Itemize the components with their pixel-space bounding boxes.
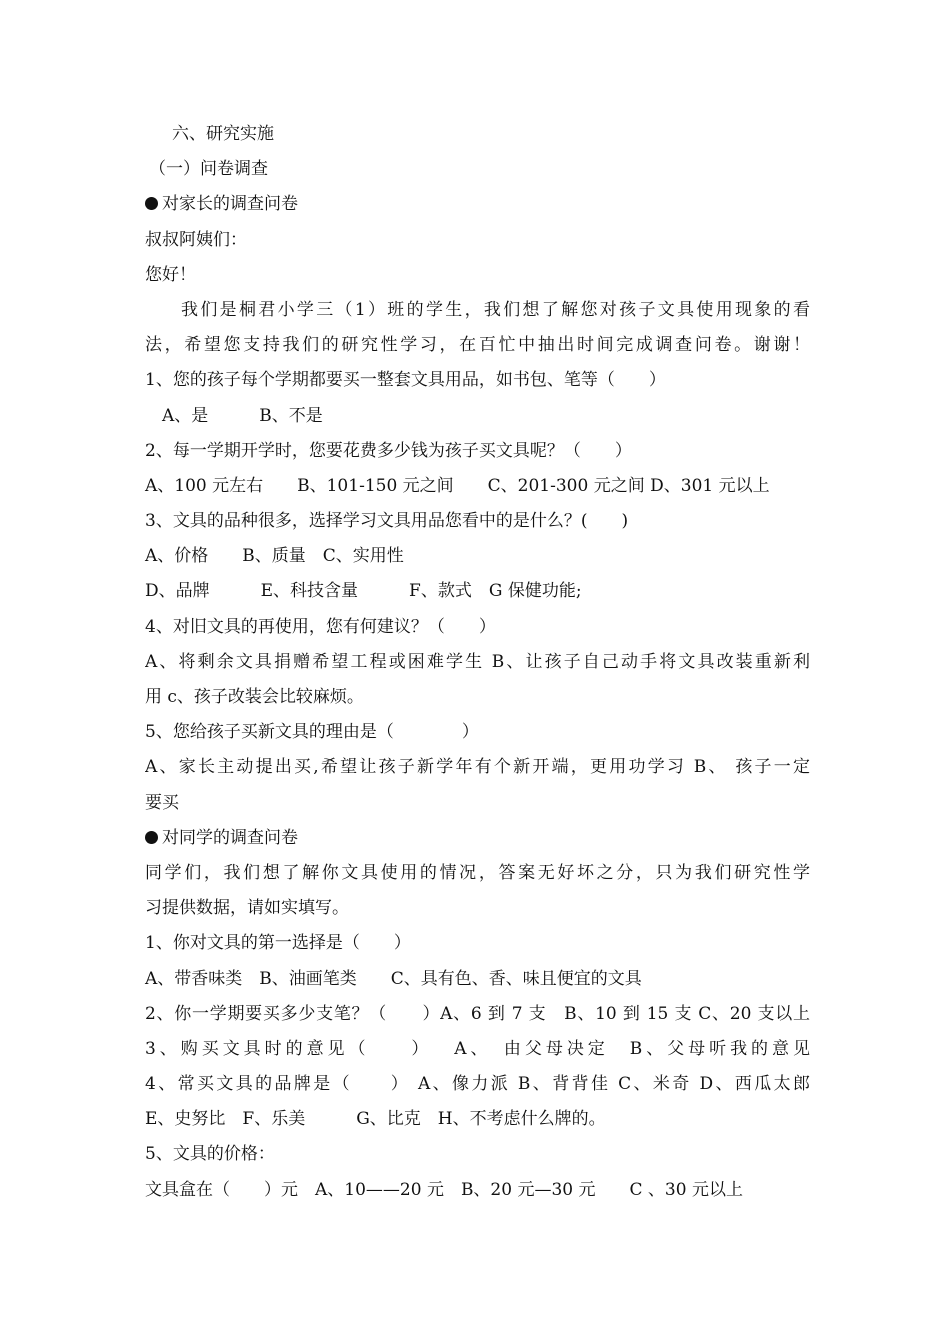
parent-question-5: 5、您给孩子买新文具的理由是（ ） — [145, 722, 479, 743]
parent-question-2: 2、每一学期开学时，您要花费多少钱为孩子买文具呢？（ ） — [145, 440, 632, 461]
parent-hello: 您好！ — [145, 264, 196, 285]
parent-question-1: 1、您的孩子每个学期都要买一整套文具用品，如书包、笔等（ ） — [145, 370, 666, 391]
parent-question-3-options-2: D、品牌 E、科技含量 F、款式 G 保健功能; — [145, 581, 582, 602]
parent-question-4-options-1: A、将剩余文具捐赠希望工程或困难学生 B、让孩子自己动手将文具改装重新利 — [145, 651, 810, 672]
parent-intro-line-2: 法，希望您支持我们的研究性学习，在百忙中抽出时间完成调查问卷。谢谢！ — [145, 335, 810, 356]
student-question-1: 1、你对文具的第一选择是（ ） — [145, 933, 411, 954]
student-question-1-options: A、带香味类 B、油画笔类 C、具有色、香、味且便宜的文具 — [145, 968, 642, 989]
parent-intro-line-1: 我们是桐君小学三（1）班的学生，我们想了解您对孩子文具使用现象的看 — [181, 299, 810, 320]
parent-survey-title-text: 对家长的调查问卷 — [162, 194, 298, 215]
student-question-3: 3、购买文具时的意见（ ） A、 由父母决定 B、父母听我的意见 — [145, 1038, 810, 1059]
student-intro-line-1: 同学们，我们想了解你文具使用的情况，答案无好坏之分，只为我们研究性学 — [145, 862, 810, 883]
parent-question-5-options-2: 要买 — [145, 792, 179, 813]
parent-question-2-options: A、100 元左右 B、101-150 元之间 C、201-300 元之间 D、301 元以上 — [145, 475, 770, 496]
parent-survey-title — [145, 187, 810, 222]
student-question-5: 5、文具的价格： — [145, 1144, 275, 1165]
parent-greeting: 叔叔阿姨们： — [145, 229, 247, 250]
document-body — [145, 117, 810, 1208]
parent-question-3: 3、文具的品种很多，选择学习文具用品您看中的是什么？( ) — [145, 511, 629, 532]
student-question-4: 4、常买文具的品牌是（ ） A、像力派 B、背背佳 C、米奇 D、西瓜太郎 — [145, 1074, 810, 1095]
parent-question-4: 4、对旧文具的再使用，您有何建议？（ ） — [145, 616, 496, 637]
parent-question-3-options-1: A、价格 B、质量 C、实用性 — [145, 546, 404, 567]
student-intro-line-2: 习提供数据，请如实填写。 — [145, 898, 349, 919]
parent-question-4-options-2: 用 c、孩子改装会比较麻烦。 — [145, 687, 364, 707]
student-question-2: 2、你一学期要买多少支笔？（ ）A、6 到 7 支 B、10 到 15 支 C、20 支以上 — [145, 1003, 810, 1024]
student-question-5-options: 文具盒在（ ）元 A、10——20 元 B、20 元—30 元 C 、30 元以上 — [145, 1179, 743, 1200]
student-question-4-options-2: E、史努比 F、乐美 G、比克 H、不考虑什么牌的。 — [145, 1109, 606, 1130]
student-survey-title-text: 对同学的调查问卷 — [162, 827, 298, 848]
bullet-icon — [145, 197, 158, 210]
bullet-icon — [145, 831, 158, 844]
section-heading: 六、研究实施 — [172, 124, 274, 144]
student-survey-title — [145, 821, 810, 856]
subsection-heading: （一）问卷调查 — [149, 159, 268, 180]
parent-question-1-options: A、是 B、不是 — [162, 405, 323, 426]
parent-question-5-options-1: A、家长主动提出买,希望让孩子新学年有个新开端，更用功学习 B、 孩子一定 — [145, 757, 810, 778]
